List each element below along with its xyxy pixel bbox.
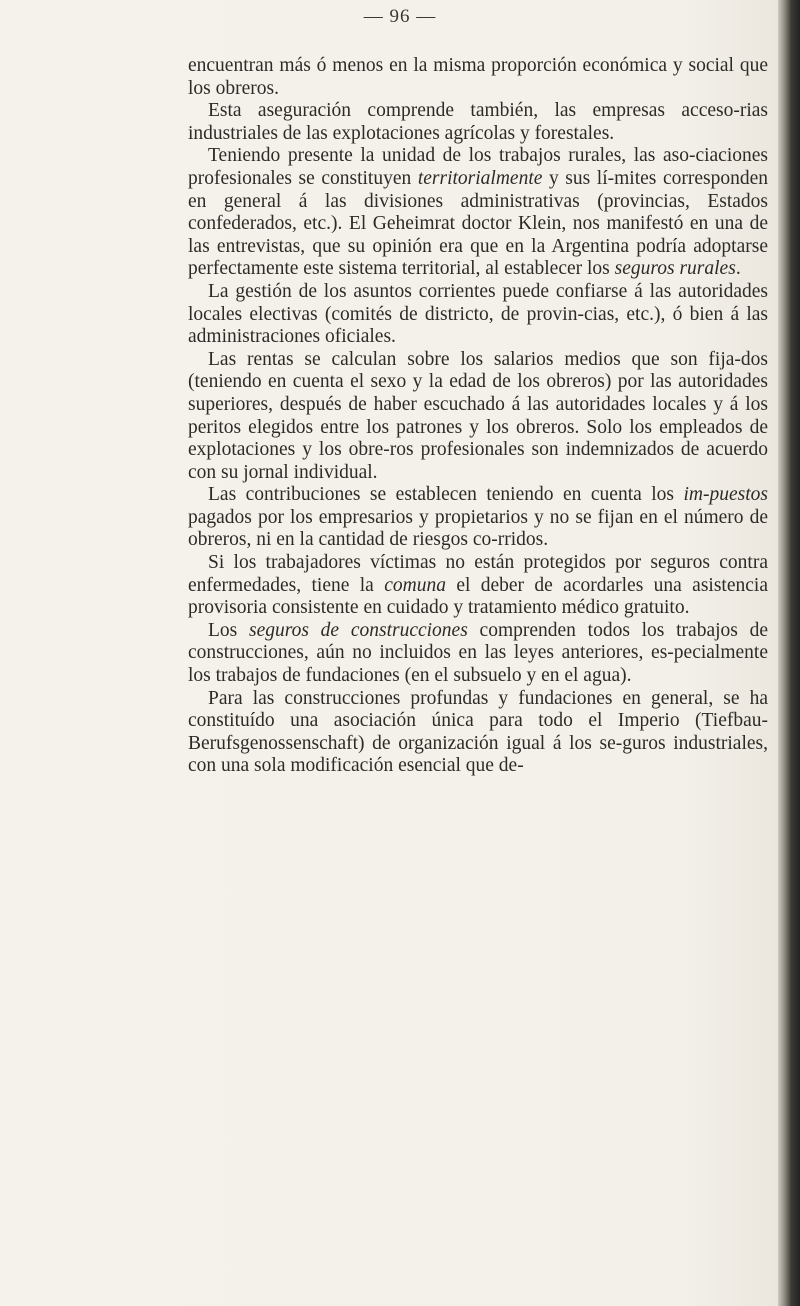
paragraph-4 [188, 281, 768, 349]
text-run: La gestión de los asuntos corrientes puede confiarse á las autoridades locales electivas (comités de districto, de provin-cias, etc.), ó bien á las administraciones oficiales. [188, 280, 768, 348]
text-run: encuentran más ó menos en la misma proporción económica y social que los obreros. [188, 55, 768, 99]
paragraph-9 [188, 688, 768, 778]
text-run: Para las construcciones profundas y fundaciones en general, se ha constituído una asociación única para todo el Imperio (Tiefbau-Berufsgenossenschaft) de organización igual á los se-guros industriales, con una sola modificación esencial que de- [188, 687, 768, 777]
text-run: Esta aseguración comprende también, las empresas acceso-rias industriales de las explotaciones agrícolas y forestales. [188, 100, 768, 144]
paragraph-1 [188, 55, 768, 100]
text-run: Los [208, 619, 249, 641]
text-run: Las contribuciones se establecen teniendo en cuenta los [208, 484, 684, 506]
text-run: y sus lí-mites corresponden en general á las divisiones administrativas (provincias, Estados confederados, etc.). El Geheimrat doctor Klein, nos manifestó en una de las entrevistas, que su opinión era que en la Argentina podría adoptarse perfectamente este sistema territorial, al establecer los [188, 167, 768, 280]
paragraph-2 [188, 100, 768, 145]
text-run: Si los trabajadores víctimas no están protegidos por seguros contra enfermedades, tiene la [188, 552, 768, 596]
paragraph-7 [188, 552, 768, 620]
text-run: Las rentas se calculan sobre los salarios medios que son fija-dos (teniendo en cuenta el sexo y la edad de los obreros) por las autoridades superiores, después de haber escuchado á las autoridades locales y á los peritos elegidos entre los patrones y los obreros. Solo los empleados de explotaciones y los obre-ros profesionales son indemnizados de acuerdo con su jornal individual. [188, 348, 768, 483]
page-number: — 96 — [363, 6, 437, 27]
italic-term: territorialmente [417, 167, 543, 189]
text-run: pagados por los empresarios y propietarios y no se fijan en el número de obreros, ni en la cantidad de riesgos co-rridos. [188, 506, 768, 551]
paragraph-5 [188, 349, 768, 485]
body-text [188, 55, 768, 778]
paragraph-6 [188, 484, 768, 552]
italic-term: seguros de construcciones [249, 619, 468, 641]
text-run: comprenden todos los trabajos de construcciones, aún no incluidos en las leyes anteriores, es-pecialmente los trabajos de fundaciones (en el subsuelo y en el agua). [188, 619, 769, 687]
paragraph-3 [188, 145, 768, 281]
italic-term: im-puestos [683, 484, 768, 506]
paragraph-8 [188, 620, 768, 688]
text-run: el deber de acordarles una asistencia provisoria consistente en cuidado y tratamiento médico gratuito. [188, 574, 768, 619]
italic-term: comuna [384, 574, 446, 596]
italic-term: seguros rurales [614, 258, 736, 280]
text-run: . [735, 258, 741, 280]
page-edge-shadow [778, 0, 800, 1306]
text-run: Teniendo presente la unidad de los trabajos rurales, las aso-ciaciones profesionales se constituyen [188, 145, 768, 189]
